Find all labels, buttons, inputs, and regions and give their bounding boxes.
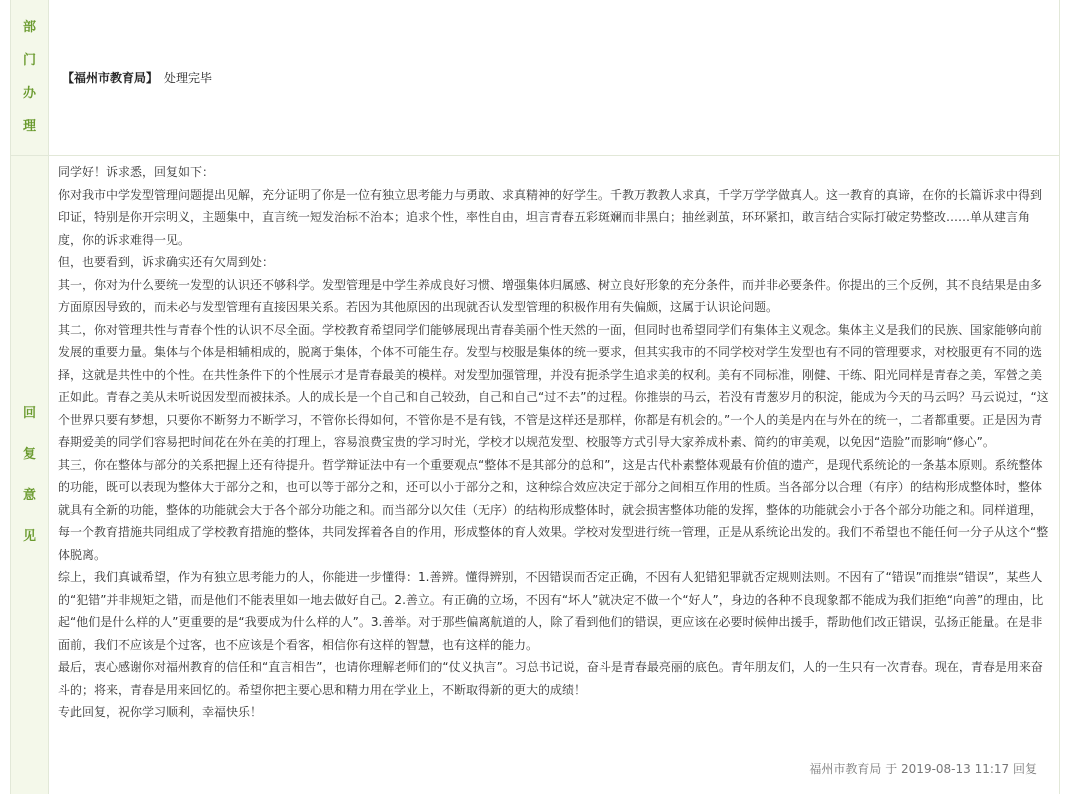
label-char: 复: [22, 446, 36, 462]
reply-content: [49, 156, 1059, 794]
reply-paragraph-but: 但，也要看到，诉求确实还有欠周到处：: [58, 255, 275, 269]
label-char: 意: [22, 487, 36, 503]
reply-opinion-label: [11, 156, 49, 794]
reply-table: [10, 0, 1060, 793]
reply-paragraph-greeting: 同学好！诉求悉，回复如下：: [58, 165, 215, 179]
department-name: 【福州市教育局】: [62, 71, 159, 85]
label-char: 门: [22, 53, 36, 68]
reply-footer: 福州市教育局 于 2019-08-13 11:17 回复: [809, 762, 1037, 776]
label-char: 办: [22, 86, 36, 101]
reply-paragraph-summary: 综上，我们真诚希望，作为有独立思考能力的人，你能进一步懂得：1.善辨。懂得辨别，不因错误而否定正确，不因有人犯错犯罪就否定规则法则。不因有了“错误”而推崇“错误”，某些人的“犯错”并非规矩之错，而是他们不能表里如一地去做好自己。2.善立。有正确的立场，不因有“坏人”就决定不做一个“好人”，身边的各种不良现象都不能成为我们拒绝“向善”的理由，比起“他们是什么样的人”更重要的是“我要成为什么样的人”。3.善举。对于那些偏离航道的人，除了看到他们的错误，更应该在必要时候伸出援手，帮助他们改正错误，弘扬正能量。在是非面前，我们不应该是个过客，也不应该是个看客，相信你有这样的智慧，也有这样的能力。: [58, 570, 1044, 652]
label-char: 回: [22, 405, 36, 421]
dept-handling-row: [10, 0, 1060, 156]
reply-paragraph-point-3: 其三，你在整体与部分的关系把握上还有待提升。哲学辩证法中有一个重要观点“整体不是其部分的总和”，这是古代朴素整体观最有价值的遗产，是现代系统论的一条基本原则。系统整体的功能，既可以表现为整体大于部分之和，也可以等于部分之和，还可以小于部分之和，这种综合效应决定于部分之间相互作用的性质。当各部分以合理（有序）的结构形成整体时，整体就具有全新的功能，整体的功能就会大于各个部分功能之和。而当部分以欠佳（无序）的结构形成整体时，就会损害整体功能的发挥，整体的功能就会小于各个部分功能之和。同样道理，每一个教育措施共同组成了学校教育措施的整体，共同发挥着各自的作用，形成整体的育人效果。学校对发型进行统一管理，正是从系统论出发的。我们不希望也不能任何一分子从这个“整体脱离。: [58, 457, 1049, 562]
label-char: 理: [22, 119, 36, 134]
label-char: 见: [22, 528, 36, 544]
reply-paragraph-closing: 最后，衷心感谢你对福州教育的信任和“直言相告”，也请你理解老师们的“仗义执言”。习总书记说，奋斗是青春最亮丽的底色。青年朋友们，人的一生只有一次青春。现在，青春是用来奋斗的；将来，青春是用来回忆的。希望你把主要心思和精力用在学业上，不断取得新的更大的成绩！: [58, 660, 1043, 697]
dept-handling-content: [49, 0, 1059, 155]
dept-handling-label: [11, 0, 49, 155]
reply-opinion-row: [10, 156, 1060, 794]
reply-paragraph-point-2: 其二，你对管理共性与青春个性的认识不尽全面。学校教育希望同学们能够展现出青春美丽个性天然的一面，但同时也希望同学们有集体主义观念。集体主义是我们的民族、国家能够向前发展的重要力量。集体与个体是相辅相成的，脱离于集体，个体不可能生存。发型与校服是集体的统一要求，但其实我市的不同学校对学生发型也有不同的管理要求，对校服更有不同的选择，这就是共性中的个性。在共性条件下的个性展示才是青春最美的模样。对发型加强管理，并没有扼杀学生追求美的权利。美有不同标准，刚健、干练、阳光同样是青春之美，军營之美正如此。青春之美从未听说因发型而被抹杀。人的成长是一个自己和自己较劲，自己和自己“过不去”的过程。你推崇的马云，若没有青葱岁月的积淀，能成为今天的马云吗？马云说过，“这个世界只要有梦想，只要你不断努力不断学习，不管你长得如何，不管你是不是有钱，不管是这样还是那样，你都是有机会的。”一个人的美是内在与外在的统一，二者都重要。正是因为青春期爱美的同学们容易把时间花在外在美的打理上，容易浪费宝贵的学习时光，学校才以规范发型、校服等方式引导大家养成朴素、简约的审美观，以免因“造脸”而影响“修心”。: [58, 322, 1049, 449]
reply-paragraph-intro: 你对我市中学发型管理问题提出见解，充分证明了你是一位有独立思考能力与勇敢、求真精神的好学生。千教万教教人求真，千学万学学做真人。这一教育的真谛，在你的长篇诉求中得到印证，特别是你开宗明义，主题集中，直言统一短发治标不治本；追求个性，率性自由，坦言青春五彩斑斓而非黑白；抽丝剥茧，环环紧扣，敢言结合实际打破定势整改……单从建言角度，你的诉求难得一见。: [58, 187, 1043, 247]
reply-paragraph-signoff: 专此回复，祝你学习顺利，幸福快乐！: [58, 705, 263, 719]
handling-status: 处理完毕: [164, 71, 213, 85]
label-char: 部: [22, 20, 36, 35]
reply-paragraph-point-1: 其一，你对为什么要统一发型的认识还不够科学。发型管理是中学生养成良好习惯、增强集体归属感、树立良好形象的充分条件，而并非必要条件。你提出的三个反例，其不良结果是由多方面原因导致的，而未必与发型管理有直接因果关系。若因为其他原因的出现就否认发型管理的积极作用有失偏颇，这属于认识论问题。: [58, 277, 1043, 314]
